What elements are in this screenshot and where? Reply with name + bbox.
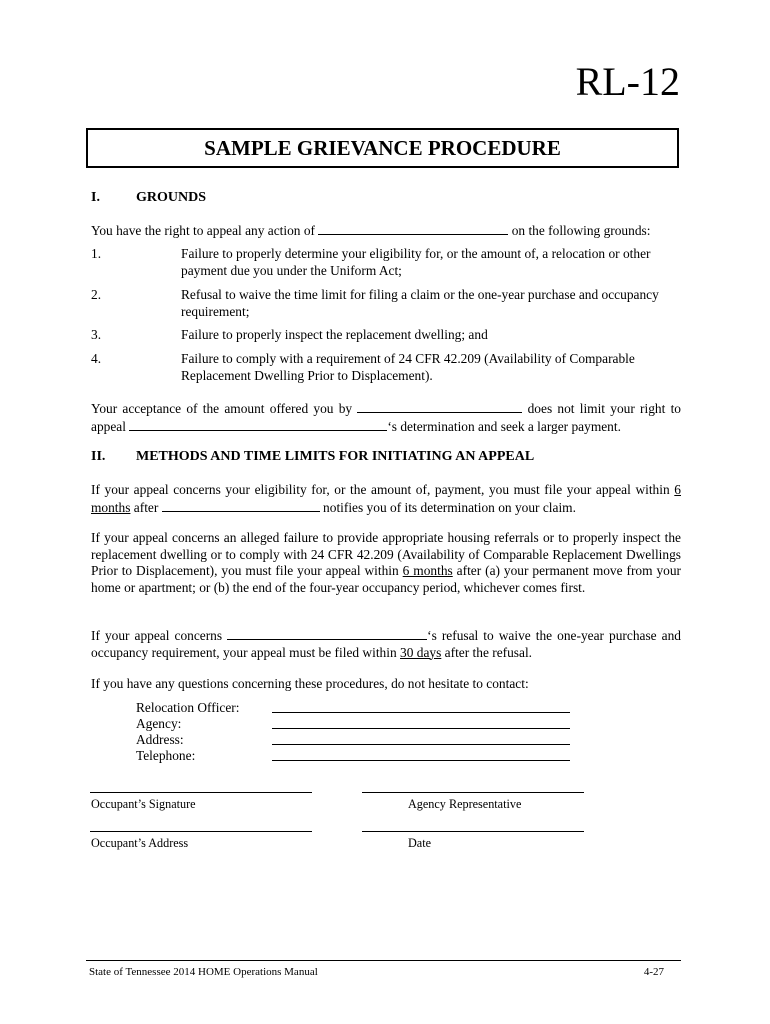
paragraph-text: after the refusal. [444, 644, 533, 660]
date-label: Date [408, 836, 432, 850]
acceptance-text: ‘s determination and seek a larger payment. [387, 418, 621, 434]
ground-item-text: Refusal to waive the time limit for filing a claim or the one-year purchase and occupancy requirement; [181, 287, 659, 319]
ground-item-text: Failure to properly inspect the replacement dwelling; and [181, 327, 488, 342]
section-1-title: GROUNDS [136, 190, 207, 205]
occupant-signature-label: Occupant’s Signature [91, 797, 196, 811]
acceptance-text: appeal [91, 418, 126, 434]
appeal-paragraph-3 [91, 627, 681, 661]
section-2-number: II. [91, 449, 106, 464]
paragraph-text: If your appeal concerns your eligibility for, or the amount of, payment, you must file your appeal within [91, 482, 670, 497]
agency-name-blank [227, 627, 427, 640]
deadline: 30 days [400, 644, 442, 660]
ground-item-text: Failure to comply with a requirement of 24 CFR 42.209 (Availability of Comparable Replacement Dwelling Prior to Displacement). [181, 351, 635, 383]
appeal-paragraph-1 [91, 482, 681, 516]
deadline-unit: months [91, 499, 131, 515]
deadline-number: 6 [674, 482, 681, 497]
contact-label-agency: Agency: [136, 716, 182, 731]
acceptance-text: Your acceptance of the amount offered you by [91, 401, 353, 416]
section-1-number: I. [91, 190, 100, 205]
section-1-heading [91, 190, 206, 206]
paragraph-text: If your appeal concerns an alleged failure to provide appropriate housing referrals or to properly inspect the replacement dwelling or to comply with 24 CFR 42.209 (Availability of Comparable Replacement Dwellings Prior to Displacement), you must file your appeal within [91, 530, 681, 578]
agency-representative-label: Agency Representative [408, 797, 522, 811]
agency-name-blank [162, 499, 320, 512]
paragraph-text: If your appeal concerns [91, 628, 223, 643]
footer-manual-title: State of Tennessee 2014 HOME Operations Manual [89, 966, 318, 978]
ground-item-number: 3. [91, 327, 102, 342]
agency-name-blank [318, 222, 508, 235]
paragraph-text: ‘s refusal to waive the one-year purchase and occupancy requirement, your appeal must be filed within [91, 628, 681, 660]
footer-divider [86, 960, 681, 961]
appeal-paragraph-2 [91, 530, 681, 596]
contact-label-telephone: Telephone: [136, 748, 196, 763]
occupant-signature-line[interactable] [90, 792, 312, 793]
footer-page-number: 4-27 [643, 966, 664, 978]
occupant-address-label: Occupant’s Address [91, 836, 189, 850]
acceptance-text: does not limit your right to [527, 401, 681, 416]
intro-text-end: on the following grounds: [511, 223, 651, 238]
contact-label-address: Address: [136, 732, 184, 747]
contact-intro: If you have any questions concerning these procedures, do not hesitate to contact: [91, 676, 529, 691]
occupant-address-line[interactable] [90, 831, 312, 832]
agency-field[interactable] [272, 728, 570, 729]
paragraph-text: after (a) your permanent move from your home or apartment; or (b) the end of the four-year occupancy period, whichever comes first. [91, 563, 682, 595]
paragraph-text: notifies you of its determination on your claim. [323, 499, 576, 515]
ground-item-number: 2. [91, 287, 102, 302]
section-2-heading [91, 449, 534, 465]
section-1-intro [91, 222, 681, 240]
agency-name-blank [129, 418, 387, 431]
form-code: RL-12 [575, 59, 680, 104]
acceptance-paragraph [91, 400, 681, 435]
contact-label-relocation-officer: Relocation Officer: [136, 700, 240, 715]
relocation-officer-field[interactable] [272, 712, 570, 713]
telephone-field[interactable] [272, 760, 570, 761]
date-line[interactable] [362, 831, 584, 832]
ground-item-text: Failure to properly determine your eligibility for, or the amount of, a relocation or other payment due you under the Uniform Act; [181, 246, 651, 278]
agency-representative-line[interactable] [362, 792, 584, 793]
deadline: 6 months [402, 563, 453, 578]
ground-item-number: 1. [91, 246, 102, 261]
document-title [86, 128, 679, 168]
intro-text: You have the right to appeal any action of [91, 223, 315, 238]
ground-item-number: 4. [91, 351, 102, 366]
agency-name-blank [357, 400, 522, 413]
address-field[interactable] [272, 744, 570, 745]
section-2-title: METHODS AND TIME LIMITS FOR INITIATING AN APPEAL [136, 449, 535, 464]
paragraph-text: after [133, 499, 159, 515]
document-title-text: SAMPLE GRIEVANCE PROCEDURE [204, 135, 561, 160]
